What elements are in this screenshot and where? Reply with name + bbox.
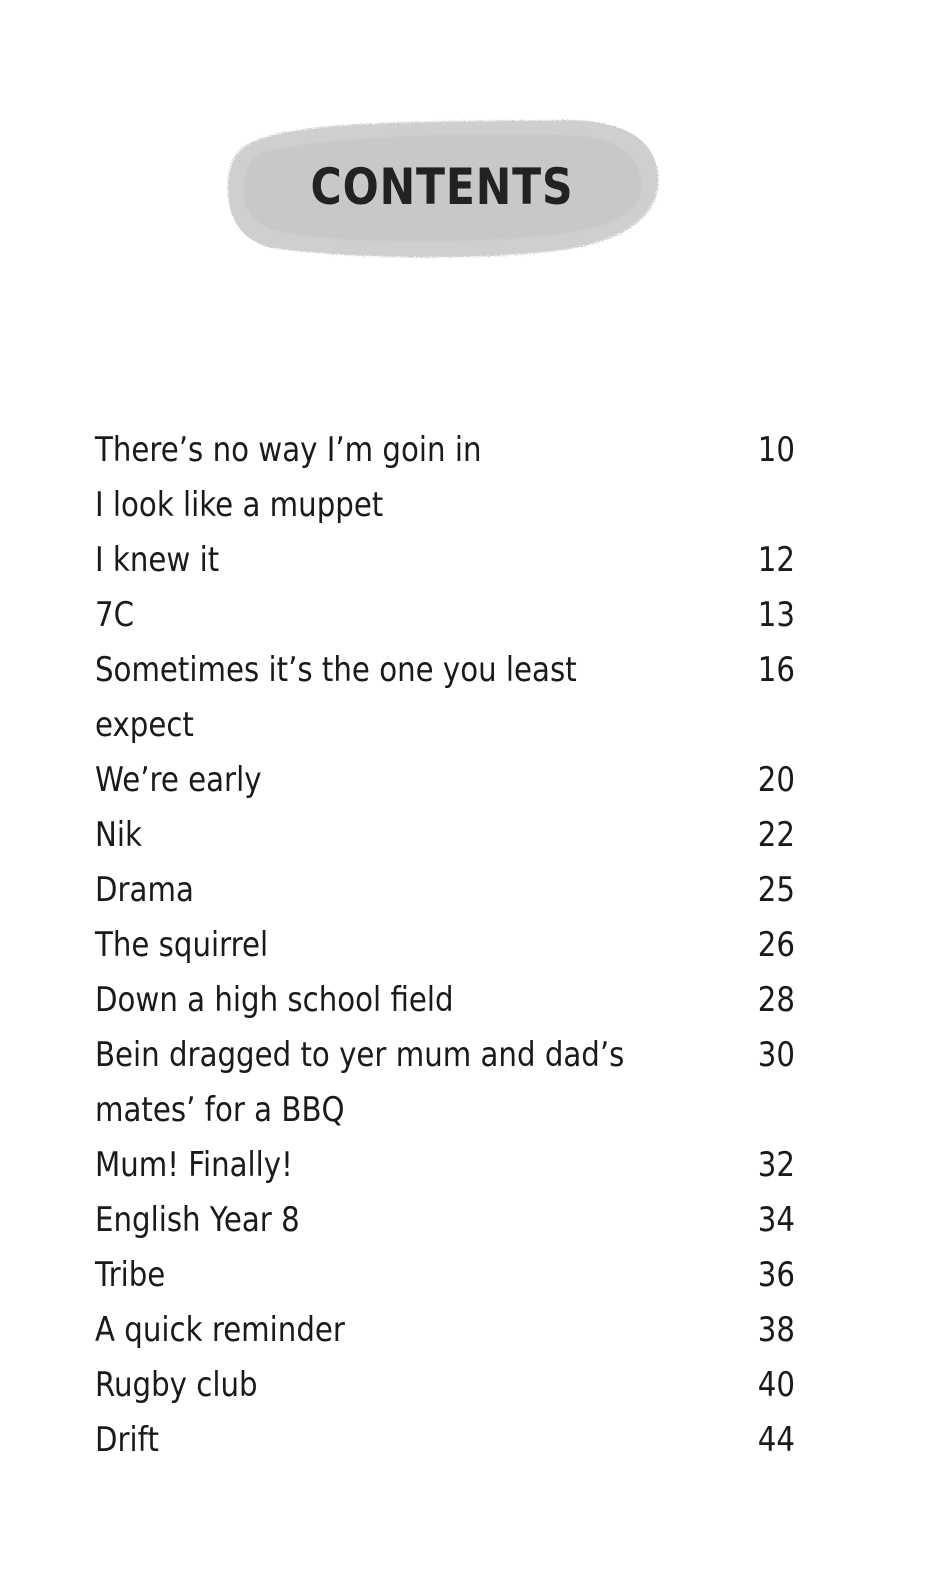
toc-entry (95, 1303, 795, 1358)
toc-entry-title: We’re early (95, 760, 262, 800)
toc-entry-title: 7C (95, 595, 135, 635)
toc-entry-title: I knew it (95, 540, 220, 580)
toc-entry-title: Drift (95, 1420, 159, 1460)
toc-entry-title: Tribe (95, 1255, 166, 1295)
toc-entry-title: The squirrel (95, 925, 269, 965)
toc-entry-title: Rugby club (95, 1365, 258, 1405)
toc-entry-page-number: 28 (757, 980, 795, 1020)
toc-entry-title: Down a high school field (95, 980, 454, 1020)
toc-entry-page-number: 10 (757, 430, 795, 470)
toc-entry (95, 753, 795, 808)
toc-entry-title: A quick reminder (95, 1310, 345, 1350)
toc-entry-title: Mum! Finally! (95, 1145, 293, 1185)
toc-entry (95, 973, 795, 1028)
toc-entry-page-number: 32 (757, 1145, 795, 1185)
toc-entry-page-number: 40 (757, 1365, 795, 1405)
toc-entry (95, 918, 795, 973)
toc-entry-title: Drama (95, 870, 194, 910)
table-of-contents (95, 423, 795, 1468)
toc-entry (95, 478, 795, 533)
toc-entry (95, 588, 795, 643)
toc-entry (95, 1358, 795, 1413)
toc-entry-title: English Year 8 (95, 1200, 300, 1240)
toc-entry (95, 533, 795, 588)
toc-entry (95, 863, 795, 918)
toc-entry-page-number: 36 (757, 1255, 795, 1295)
toc-entry (95, 1248, 795, 1303)
toc-entry-title: There’s no way I’m goin in (95, 430, 482, 470)
toc-entry-page-number: 12 (757, 540, 795, 580)
toc-entry-page-number: 20 (757, 760, 795, 800)
toc-entry-title: Bein dragged to yer mum and dad’s mates’ for a BBQ (95, 1035, 625, 1130)
toc-entry (95, 1028, 795, 1138)
toc-entry (95, 1138, 795, 1193)
toc-entry-title: Sometimes it’s the one you least expect (95, 650, 577, 745)
toc-entry (95, 808, 795, 863)
toc-entry-title: Nik (95, 815, 142, 855)
toc-entry (95, 1413, 795, 1468)
toc-entry-page-number: 44 (757, 1420, 795, 1460)
toc-entry-page-number: 22 (757, 815, 795, 855)
toc-entry-page-number: 30 (757, 1035, 795, 1075)
toc-entry (95, 643, 795, 753)
toc-entry-page-number: 34 (757, 1200, 795, 1240)
toc-entry-page-number: 38 (757, 1310, 795, 1350)
toc-entry-page-number: 26 (757, 925, 795, 965)
contents-header (222, 112, 662, 262)
page-title: CONTENTS (310, 158, 574, 216)
toc-entry (95, 423, 795, 478)
toc-entry-title: I look like a muppet (95, 485, 384, 525)
toc-entry (95, 1193, 795, 1248)
toc-entry-page-number: 13 (757, 595, 795, 635)
toc-entry-page-number: 25 (757, 870, 795, 910)
toc-entry-page-number: 16 (757, 650, 795, 690)
